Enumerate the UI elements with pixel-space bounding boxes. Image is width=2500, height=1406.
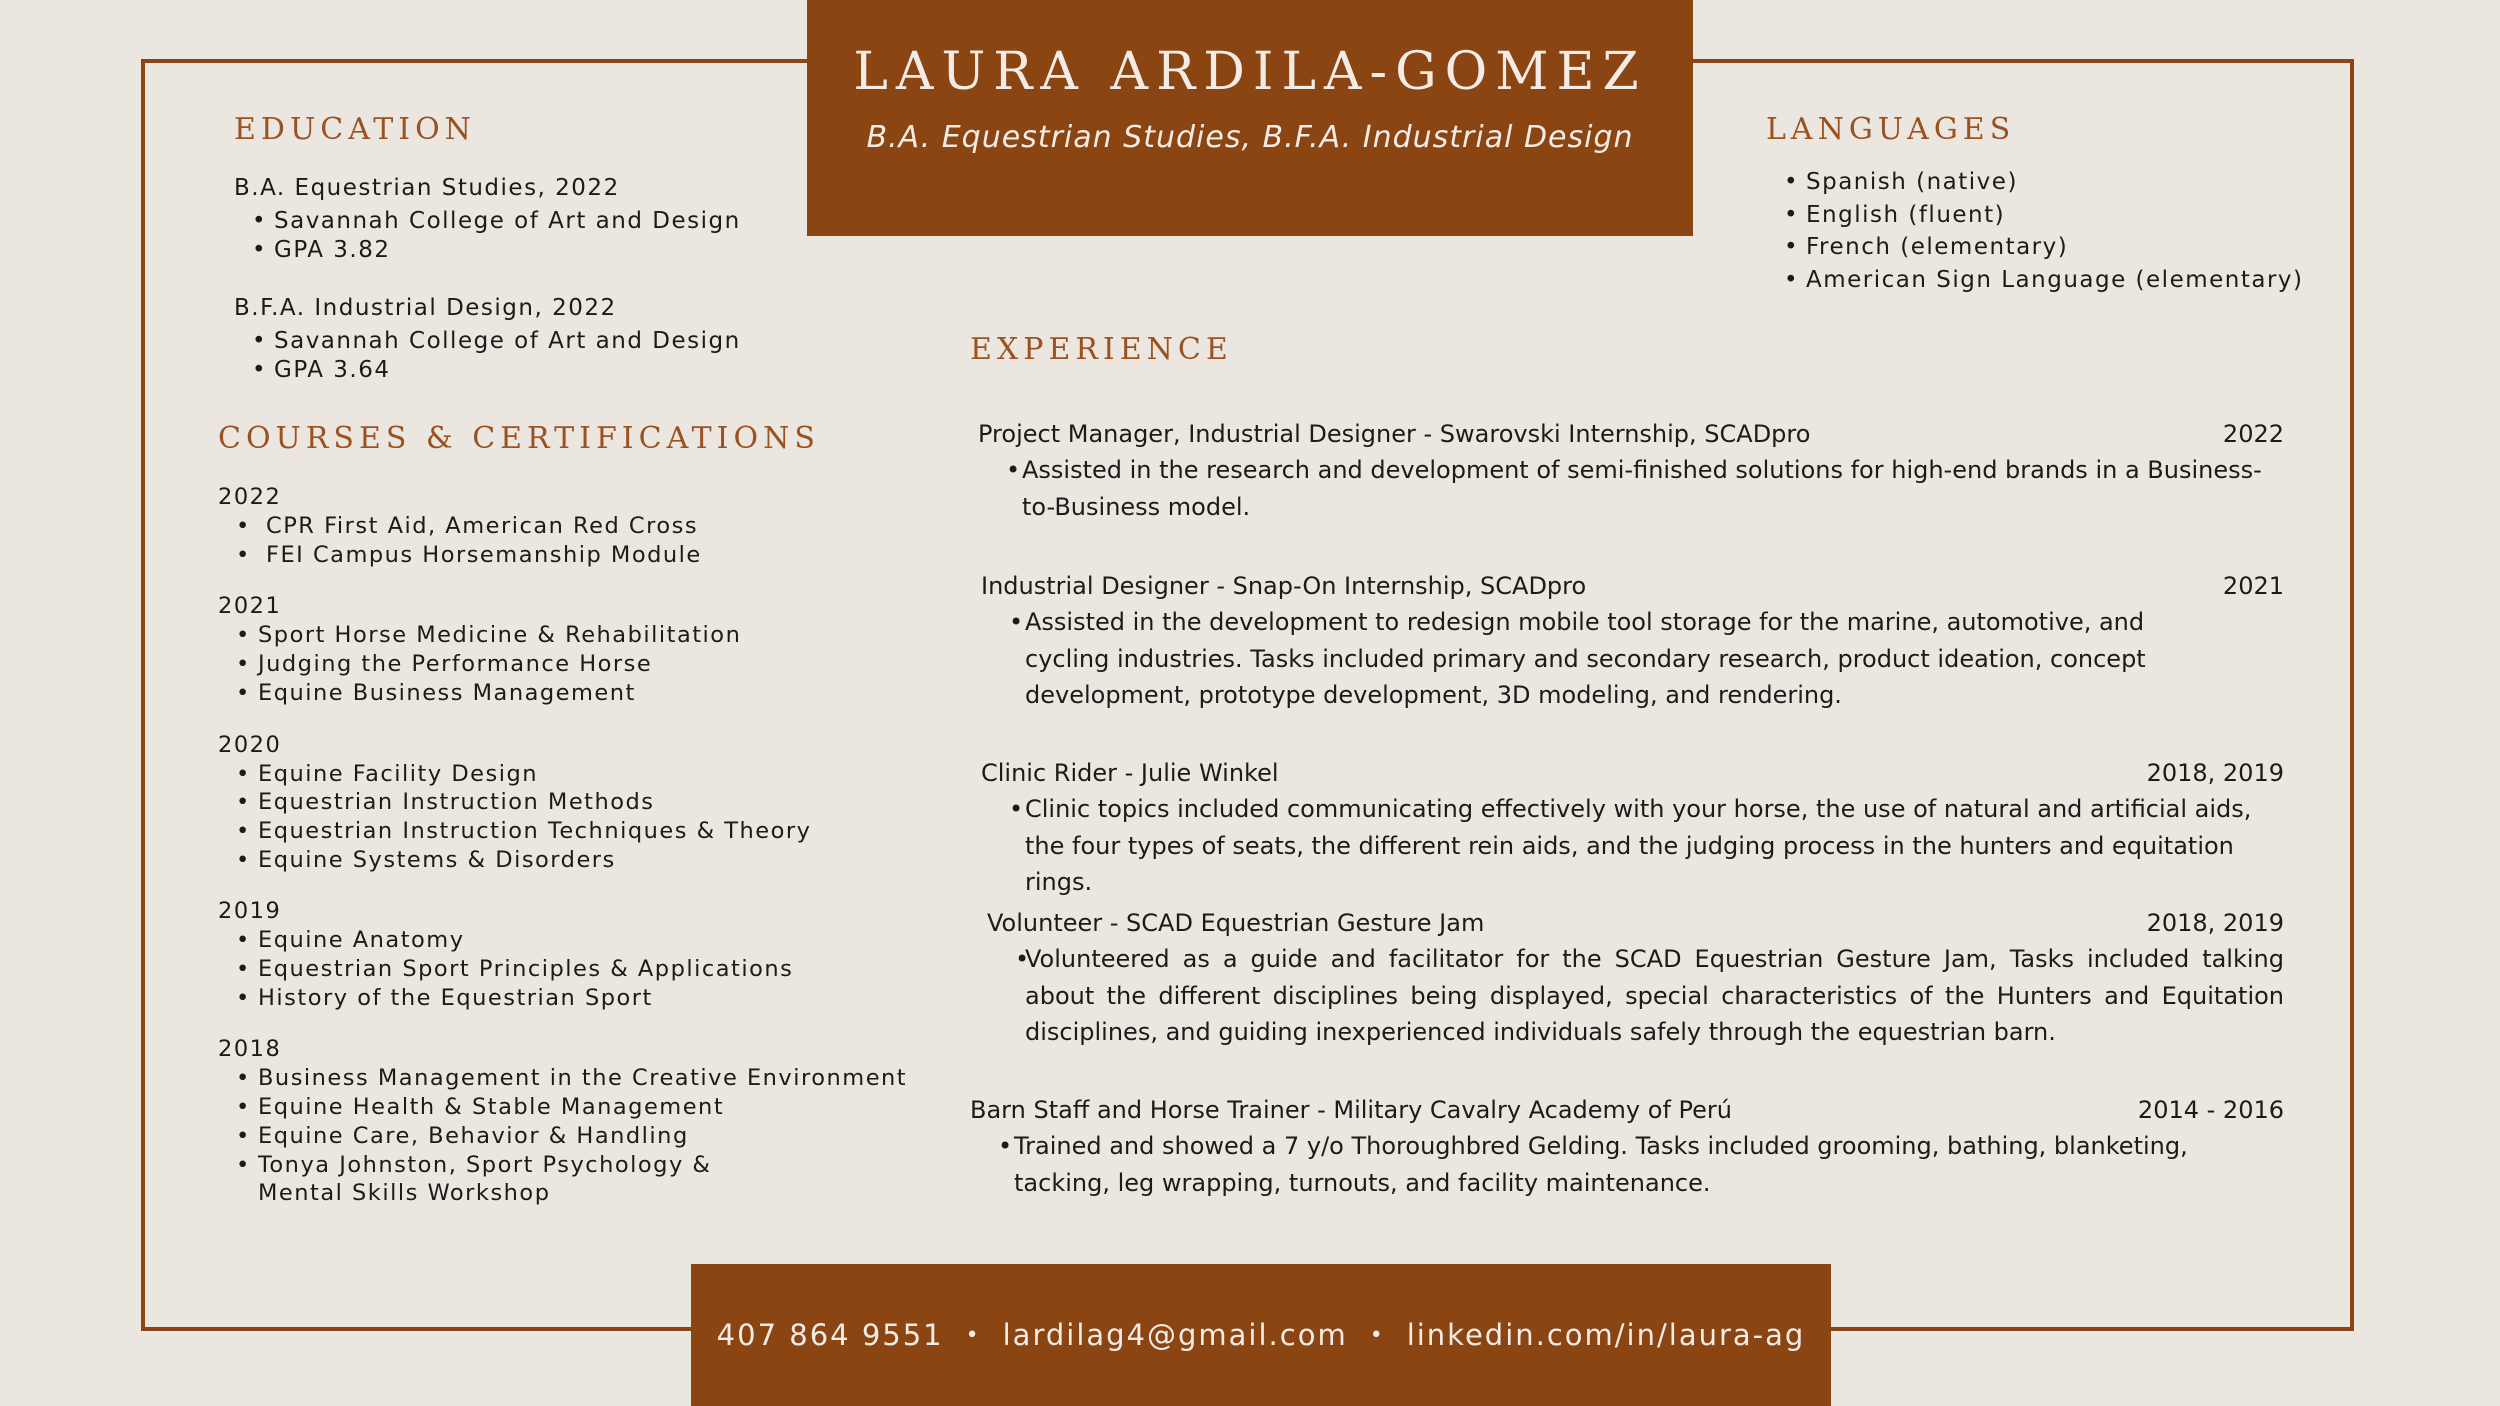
course-item: • Equine Health & Stable Management (218, 1093, 908, 1122)
course-item: • Tonya Johnston, Sport Psychology & Mental Skills Workshop (218, 1151, 908, 1208)
course-item: • History of the Equestrian Sport (218, 984, 908, 1013)
job-description: • Trained and showed a 7 y/o Thoroughbred Gelding. Tasks included grooming, bathing, blanketing, tacking, leg wrapping, turnouts, and facility maintenance. (970, 1128, 2284, 1201)
course-item: • Equine Facility Design (218, 760, 908, 789)
job-date: 2014 - 2016 (2137, 1096, 2284, 1124)
candidate-degrees: B.A. Equestrian Studies, B.F.A. Industrial Design (866, 120, 1634, 155)
separator-dot: • (1369, 1322, 1385, 1348)
course-item: • Equine Systems & Disorders (218, 846, 908, 875)
course-year-group (218, 1034, 908, 1208)
experience-entry (987, 905, 2284, 1051)
linkedin-link[interactable]: linkedin.com/in/laura-ag (1406, 1318, 1806, 1352)
job-title: Industrial Designer - Snap-On Internship, SCADpro (981, 572, 1587, 600)
experience-entry (978, 416, 2284, 525)
experience-entry (981, 755, 2284, 901)
course-item: • Equestrian Sport Principles & Applications (218, 955, 908, 984)
course-year-group (218, 482, 908, 569)
course-item: • Equine Anatomy (218, 926, 908, 955)
course-item: • Equestrian Instruction Techniques & Theory (218, 817, 908, 846)
course-year: 2018 (218, 1036, 282, 1063)
name-banner (807, 0, 1693, 236)
education-degree (234, 175, 741, 265)
experience-entry (970, 1092, 2284, 1201)
job-date: 2021 (2222, 572, 2284, 600)
course-item: • Sport Horse Medicine & Rehabilitation (218, 621, 908, 650)
contact-bar (691, 1264, 1831, 1406)
degree-title: B.A. Equestrian Studies, 2022 (234, 175, 620, 201)
job-title: Volunteer - SCAD Equestrian Gesture Jam (987, 909, 1485, 937)
experience-heading: EXPERIENCE (970, 332, 1233, 367)
languages-list (1766, 166, 2304, 296)
job-description: • Assisted in the research and development of semi-finished solutions for high-end brands in a Business-to-Business model. (978, 452, 2284, 525)
course-year: 2019 (218, 898, 282, 925)
job-title: Barn Staff and Horse Trainer - Military Cavalry Academy of Perú (970, 1096, 1732, 1124)
course-year: 2021 (218, 593, 282, 620)
course-year: 2022 (218, 484, 282, 510)
phone-number: 407 864 9551 (716, 1318, 944, 1352)
education-heading: EDUCATION (234, 112, 476, 147)
course-item: • FEI Campus Horsemanship Module (218, 541, 908, 570)
job-date: 2022 (2222, 420, 2284, 448)
education-degree (234, 295, 741, 385)
language-item: • Spanish (native) (1766, 166, 2304, 199)
course-item: • CPR First Aid, American Red Cross (218, 512, 908, 541)
degree-detail: • GPA 3.82 (234, 236, 741, 265)
course-year-group (218, 896, 908, 1012)
courses-list (218, 482, 908, 1230)
course-year-group (218, 730, 908, 875)
course-item: • Judging the Performance Horse (218, 650, 908, 679)
experience-entry (981, 568, 2284, 714)
language-item: • American Sign Language (elementary) (1766, 264, 2304, 297)
courses-heading: COURSES & CERTIFICATIONS (218, 421, 820, 456)
course-item: • Equine Care, Behavior & Handling (218, 1122, 908, 1151)
language-item: • French (elementary) (1766, 231, 2304, 264)
job-title: Project Manager, Industrial Designer - Swarovski Internship, SCADpro (978, 420, 1811, 448)
job-date: 2018, 2019 (2146, 909, 2284, 937)
job-date: 2018, 2019 (2146, 759, 2284, 787)
languages-heading: LANGUAGES (1766, 112, 2016, 147)
degree-detail: • Savannah College of Art and Design (234, 207, 741, 236)
course-item: • Equestrian Instruction Methods (218, 788, 908, 817)
course-year-group (218, 591, 908, 707)
separator-dot: • (965, 1322, 981, 1348)
course-item: • Equine Business Management (218, 679, 908, 708)
job-title: Clinic Rider - Julie Winkel (981, 759, 1279, 787)
course-year: 2020 (218, 731, 282, 758)
degree-detail: • GPA 3.64 (234, 356, 741, 385)
degree-detail: • Savannah College of Art and Design (234, 327, 741, 356)
degree-title: B.F.A. Industrial Design, 2022 (234, 295, 617, 321)
job-description: • Assisted in the development to redesign mobile tool storage for the marine, automotive, and cycling industries. Tasks included primary and secondary research, product ideation, concept development, prototype development, 3D modeling, and rendering. (981, 604, 2284, 714)
candidate-name: LAURA ARDILA-GOMEZ (853, 42, 1647, 102)
job-description: • Volunteered as a guide and facilitator for the SCAD Equestrian Gesture Jam, Tasks included talking about the different disciplines being displayed, special characteristics of the Hunters and Equitation disciplines, and guiding inexperienced individuals safely through the equestrian barn. (987, 941, 2284, 1051)
language-item: • English (fluent) (1766, 199, 2304, 232)
job-description: • Clinic topics included communicating effectively with your horse, the use of natural and artificial aids, the four types of seats, the different rein aids, and the judging process in the hunters and equitation rings. (981, 791, 2284, 901)
email-link[interactable]: lardilag4@gmail.com (1002, 1318, 1348, 1352)
course-item: • Business Management in the Creative Environment (218, 1064, 908, 1093)
